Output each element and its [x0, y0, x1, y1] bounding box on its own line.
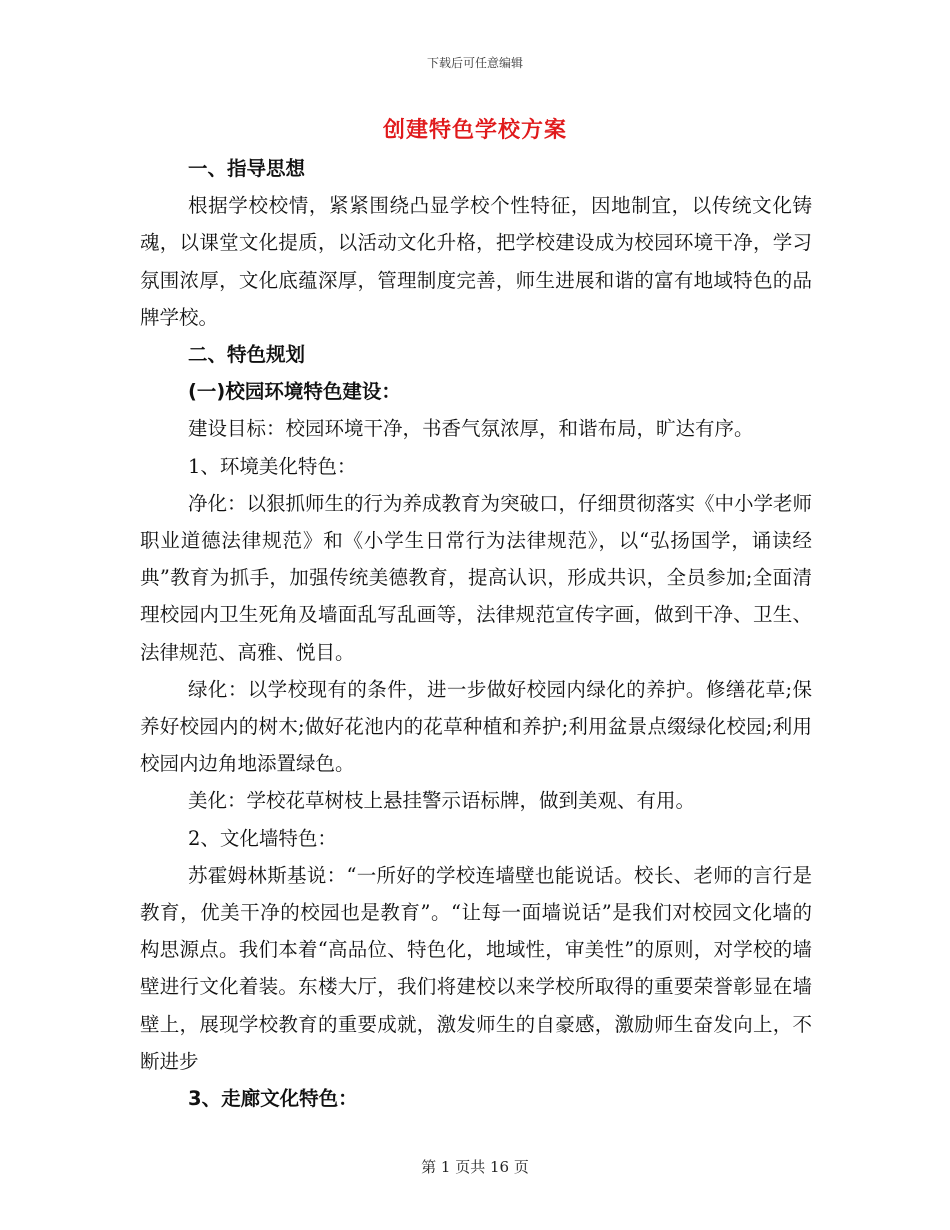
page-number: 第 1 页共 16 页 — [421, 1158, 529, 1176]
document-title: 创建特色学校方案 — [382, 118, 567, 143]
subsection-heading: 3、走廊文化特色： — [188, 1087, 358, 1111]
header-note: 下载后可任意编辑 — [426, 56, 523, 70]
body-paragraph: 1、环境美化特色： — [188, 454, 357, 478]
body-paragraph: 绿化：以学校现有的条件，进一步做好校园内绿化的养护。修缮花草;保养好校园内的树木;做好花池内的花草种植和养护;利用盆景点缀绿化校园;利用校园内边角地添置绿色。 — [140, 677, 812, 776]
document-body — [140, 150, 812, 1117]
body-paragraph: 建设目标：校园环境干净，书香气氛浓厚，和谐布局，旷达有序。 — [188, 417, 754, 441]
body-paragraph: 苏霍姆林斯基说：“一所好的学校连墙壁也能说话。校长、老师的言行是教育，优美干净的校园也是教育”。“让每一面墙说话”是我们对校园文化墙的构思源点。我们本着“高品位、特色化，地域性，审美性”的原则，对学校的墙壁进行文化着装。东楼大厅，我们将建校以来学校所取得的重要荣誉彰显在墙壁上，展现学校教育的重要成就，激发师生的自豪感，激励师生奋发向上，不断进步 — [140, 863, 812, 1073]
body-paragraph: 净化：以狠抓师生的行为养成教育为突破口，仔细贯彻落实《中小学老师职业道德法律规范》和《小学生日常行为法律规范》，以“弘扬国学，诵读经典”教育为抓手，加强传统美德教育，提高认识，形成共识，全员参加;全面清理校园内卫生死角及墙面乱写乱画等，法律规范宣传字画，做到干净、卫生、法律规范、高雅、悦目。 — [140, 491, 813, 664]
body-paragraph: 根据学校校情，紧紧围绕凸显学校个性特征，因地制宜，以传统文化铸魂，以课堂文化提质，以活动文化升格，把学校建设成为校园环境干净，学习氛围浓厚，文化底蕴深厚，管理制度完善，师生进展和谐的富有地域特色的品牌学校。 — [140, 194, 812, 329]
subsection-heading: (一)校园环境特色建设： — [188, 380, 401, 404]
section-heading: 一、指导思想 — [188, 157, 306, 180]
body-paragraph: 美化：学校花草树枝上悬挂警示语标牌，做到美观、有用。 — [188, 789, 696, 813]
section-heading: 二、特色规划 — [188, 343, 306, 367]
body-paragraph: 2、文化墙特色： — [188, 826, 337, 850]
